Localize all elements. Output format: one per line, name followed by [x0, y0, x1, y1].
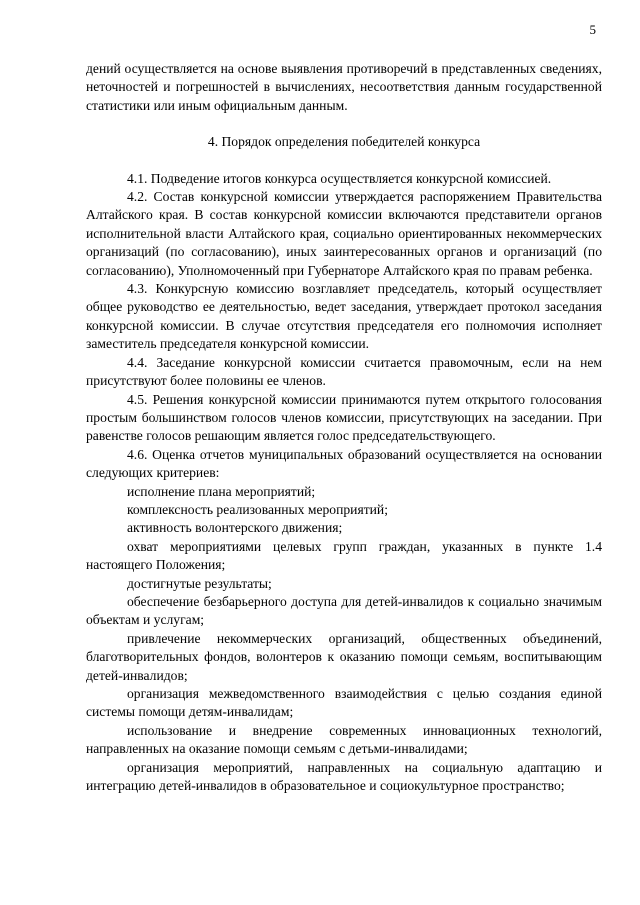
intro-paragraph: дений осуществляется на основе выявления противоречий в представленных сведениях, неточностей и погрешностей в вычислениях, несоответствия данным государственной статистики или иным официальным данным.	[86, 61, 602, 113]
criterion-item: достигнутые результаты;	[127, 575, 272, 591]
paragraph-4-4: 4.4. Заседание конкурсной комиссии считается правомочным, если на нем присутствуют более половины ее членов.	[86, 354, 602, 389]
criterion-item: исполнение плана мероприятий;	[127, 483, 316, 499]
criterion-item: активность волонтерского движения;	[127, 520, 343, 536]
paragraph-4-1: 4.1. Подведение итогов конкурса осуществляется конкурсной комиссией.	[127, 170, 552, 186]
section-heading: 4. Порядок определения победителей конкурса	[207, 134, 481, 150]
criterion-item: привлечение некоммерческих организаций, общественных объединений, благотворительных фондов, волонтеров к оказанию помощи семьям, воспитывающим детей-инвалидов;	[86, 630, 602, 683]
criterion-item: организация межведомственного взаимодействия с целью создания единой системы помощи детям-инвалидам;	[86, 686, 602, 720]
criterion-item: организация мероприятий, направленных на социальную адаптацию и интеграцию детей-инвалидов в образовательное и социокультурное пространство;	[86, 759, 602, 794]
criterion-item: охват мероприятиями целевых групп граждан, указанных в пункте 1.4 настоящего Положения;	[86, 538, 602, 573]
paragraph-4-3: 4.3. Конкурсную комиссию возглавляет председатель, который осуществляет общее руководство ее деятельностью, ведет заседания, утверждает протокол заседания конкурсной комиссии. В случае отсутствия председателя его полномочия исполняет заместитель председателя конкурсной комиссии.	[86, 281, 602, 352]
criterion-item: использование и внедрение современных инновационных технологий, направленных на оказание помощи семьям с детьми-инвалидами;	[86, 722, 602, 757]
criterion-item: обеспечение безбарьерного доступа для детей-инвалидов к социально значимым объектам и услугам;	[86, 593, 602, 628]
document-body	[86, 60, 602, 795]
paragraph-4-2: 4.2. Состав конкурсной комиссии утверждается распоряжением Правительства Алтайского края. В состав конкурсной комиссии включаются представители органов исполнительной власти Алтайского края, социально ориентированных некоммерческих организаций (по согласованию), иных заинтересованных органов и организаций (по согласованию), Уполномоченный при Губернаторе Алтайского края по правам ребенка.	[86, 189, 602, 278]
criterion-item: комплексность реализованных мероприятий;	[127, 501, 388, 517]
page-number: 5	[589, 22, 596, 37]
paragraph-4-5: 4.5. Решения конкурсной комиссии принимаются путем открытого голосования простым большинством голосов членов комиссии, присутствующих на заседании. При равенстве голосов решающим является голос председательствующего.	[86, 391, 602, 444]
paragraph-4-6: 4.6. Оценка отчетов муниципальных образований осуществляется на основании следующих критериев:	[86, 446, 602, 481]
